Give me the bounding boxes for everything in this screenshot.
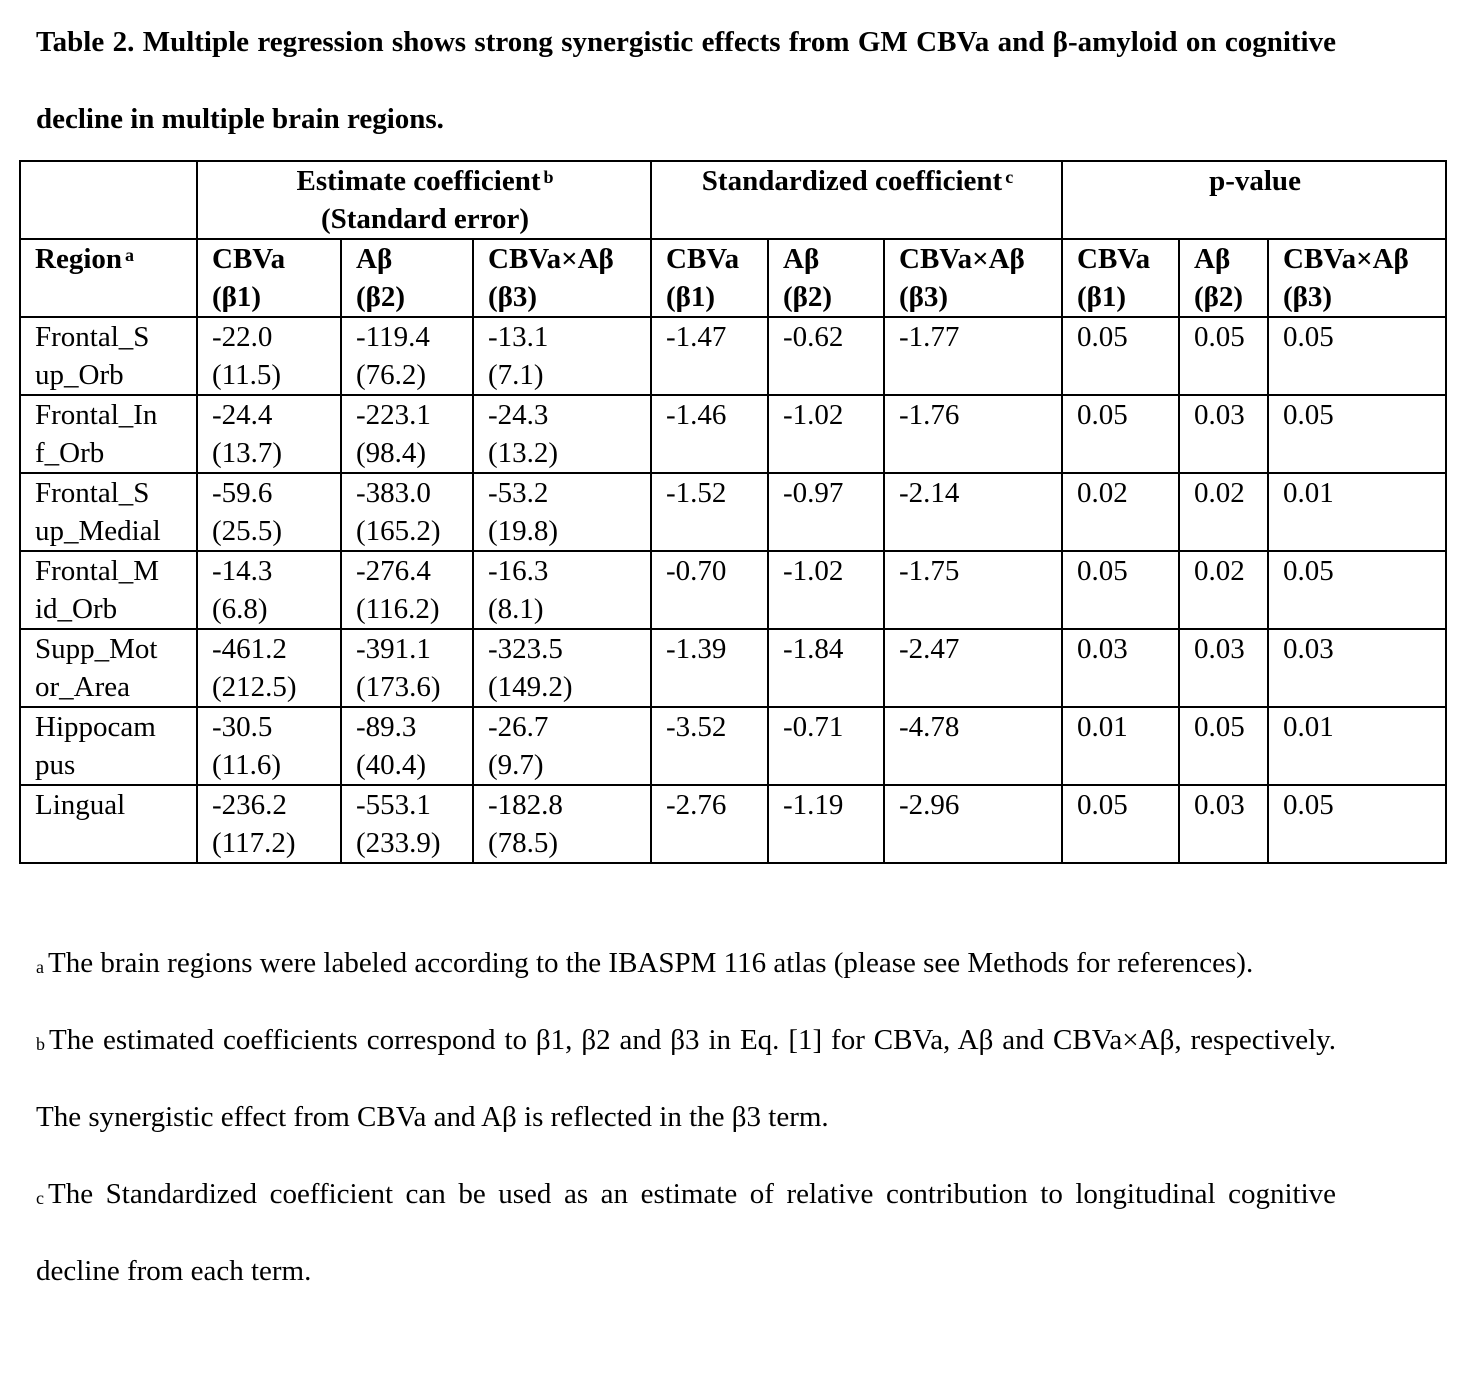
estimate-cell: [341, 707, 473, 785]
table-row: [20, 473, 1446, 551]
header-empty-cell: [20, 161, 197, 239]
estimate-cell: [473, 317, 651, 395]
standard-error-value: (13.7): [212, 437, 283, 469]
region-line: Frontal_S: [35, 477, 150, 509]
header-sub-top: CBVa: [1077, 243, 1151, 275]
footnote-a: [36, 925, 1336, 1002]
estimate-value: -223.1: [356, 399, 431, 431]
header-standardized-coefficient: [651, 161, 1062, 239]
estimate-value: -24.3: [488, 399, 549, 431]
standard-error-value: (25.5): [212, 515, 283, 547]
estimate-cell: [197, 551, 341, 629]
region-footnote-mark: a: [125, 245, 134, 265]
p-value-cell: 0.02: [1179, 551, 1268, 629]
estimate-value: -59.6: [212, 477, 273, 509]
estimate-value: -26.7: [488, 711, 549, 743]
header-sub-top: CBVa: [212, 243, 286, 275]
standardized-cell: -1.77: [884, 317, 1062, 395]
estimate-cell: [197, 317, 341, 395]
standardized-cell: -1.84: [768, 629, 884, 707]
p-value-cell: 0.03: [1179, 629, 1268, 707]
estimate-value: -182.8: [488, 789, 563, 821]
standardized-cell: -0.71: [768, 707, 884, 785]
footnote-mark: b: [36, 1034, 45, 1054]
standardized-cell: -2.76: [651, 785, 768, 863]
footnote-text: The Standardized coefficient can be used as an estimate of relative contribution to longitudinal cognitive decline from each term.: [36, 1178, 1336, 1287]
standard-error-value: (19.8): [488, 515, 559, 547]
standard-error-value: (8.1): [488, 593, 544, 625]
header-sub-bottom: (β3): [488, 281, 538, 313]
standardized-cell: -1.19: [768, 785, 884, 863]
standardized-cell: -4.78: [884, 707, 1062, 785]
estimate-value: -553.1: [356, 789, 431, 821]
standard-error-value: (165.2): [356, 515, 441, 547]
standard-error-value: (173.6): [356, 671, 441, 703]
standard-error-value: (233.9): [356, 827, 441, 859]
header-sub-cell: [1062, 239, 1179, 317]
standardized-cell: -2.96: [884, 785, 1062, 863]
region-cell: [20, 707, 197, 785]
table-row: [20, 317, 1446, 395]
footnote-text: The brain regions were labeled according to the IBASPM 116 atlas (please see Methods for references).: [48, 947, 1254, 979]
header-sub-bottom: (β2): [1194, 281, 1244, 313]
region-cell: [20, 317, 197, 395]
standardized-cell: -2.14: [884, 473, 1062, 551]
header-sub-top: CBVa×Aβ: [488, 243, 614, 275]
header-sub-row: [20, 239, 1446, 317]
estimate-cell: [197, 395, 341, 473]
p-value-cell: 0.05: [1062, 317, 1179, 395]
region-line: id_Orb: [35, 593, 118, 625]
header-sub-cell: [768, 239, 884, 317]
estimate-value: -16.3: [488, 555, 549, 587]
region-line: Lingual: [35, 789, 126, 821]
header-sub-cell: [341, 239, 473, 317]
standardized-cell: -1.02: [768, 551, 884, 629]
header-p-value: p-value: [1062, 161, 1446, 239]
header-group-row: [20, 161, 1446, 239]
standardized-cell: -1.75: [884, 551, 1062, 629]
p-value-cell: 0.05: [1062, 551, 1179, 629]
region-line: up_Orb: [35, 359, 124, 391]
estimate-cell: [473, 785, 651, 863]
estimate-value: -276.4: [356, 555, 431, 587]
estimate-label: Estimate coefficient: [296, 165, 541, 197]
p-value-cell: 0.03: [1179, 785, 1268, 863]
estimate-cell: [473, 629, 651, 707]
estimate-cell: [473, 473, 651, 551]
header-sub-cell: [473, 239, 651, 317]
standardized-footnote-mark: c: [1005, 167, 1014, 187]
standard-error-value: (40.4): [356, 749, 427, 781]
footnote-mark: a: [36, 957, 44, 977]
standard-error-value: (7.1): [488, 359, 544, 391]
region-line: f_Orb: [35, 437, 105, 469]
region-line: Frontal_S: [35, 321, 150, 353]
p-value-cell: 0.01: [1268, 707, 1446, 785]
standardized-cell: -2.47: [884, 629, 1062, 707]
header-sub-cell: [197, 239, 341, 317]
estimate-cell: [473, 551, 651, 629]
standard-error-value: (116.2): [356, 593, 440, 625]
header-estimate-coefficient: [197, 161, 651, 239]
estimate-cell: [473, 707, 651, 785]
standard-error-value: (117.2): [212, 827, 296, 859]
estimate-value: -119.4: [356, 321, 430, 353]
p-value-cell: 0.05: [1268, 395, 1446, 473]
footnote-mark: c: [36, 1188, 44, 1208]
standard-error-value: (11.6): [212, 749, 281, 781]
region-line: Frontal_M: [35, 555, 160, 587]
p-value-cell: 0.01: [1062, 707, 1179, 785]
estimate-value: -461.2: [212, 633, 287, 665]
p-value-cell: 0.03: [1268, 629, 1446, 707]
p-value-cell: 0.03: [1062, 629, 1179, 707]
standardized-cell: -1.76: [884, 395, 1062, 473]
table-row: [20, 629, 1446, 707]
standardized-cell: -1.47: [651, 317, 768, 395]
region-line: Hippocam: [35, 711, 156, 743]
estimate-cell: [473, 395, 651, 473]
standardized-label: Standardized coefficient: [701, 165, 1003, 197]
standard-error-value: (6.8): [212, 593, 268, 625]
table-row: [20, 551, 1446, 629]
standard-error-value: (212.5): [212, 671, 297, 703]
estimate-value: -22.0: [212, 321, 273, 353]
estimate-value: -391.1: [356, 633, 431, 665]
region-label: Region: [35, 243, 122, 275]
table-row: [20, 707, 1446, 785]
estimate-value: -13.1: [488, 321, 549, 353]
footnote-c: [36, 1156, 1336, 1310]
standardized-cell: -1.02: [768, 395, 884, 473]
header-sub-cell: [884, 239, 1062, 317]
header-sub-top: CBVa×Aβ: [899, 243, 1025, 275]
region-cell: [20, 785, 197, 863]
standard-error-value: (13.2): [488, 437, 559, 469]
estimate-value: -383.0: [356, 477, 431, 509]
table-row: [20, 395, 1446, 473]
header-sub-cell: [1268, 239, 1446, 317]
standardized-cell: -1.39: [651, 629, 768, 707]
standard-error-value: (9.7): [488, 749, 544, 781]
estimate-value: -53.2: [488, 477, 549, 509]
standard-error-label: (Standard error): [320, 203, 530, 235]
region-cell: [20, 473, 197, 551]
header-sub-bottom: (β3): [1283, 281, 1333, 313]
estimate-value: -236.2: [212, 789, 287, 821]
p-value-cell: 0.05: [1268, 551, 1446, 629]
header-sub-cell: [1179, 239, 1268, 317]
region-cell: [20, 629, 197, 707]
standard-error-value: (78.5): [488, 827, 559, 859]
p-value-cell: 0.05: [1062, 395, 1179, 473]
header-sub-bottom: (β3): [899, 281, 949, 313]
standard-error-value: (76.2): [356, 359, 427, 391]
p-value-cell: 0.05: [1062, 785, 1179, 863]
header-sub-bottom: (β1): [212, 281, 262, 313]
header-sub-bottom: (β2): [783, 281, 833, 313]
estimate-cell: [197, 629, 341, 707]
header-sub-top: CBVa×Aβ: [1283, 243, 1409, 275]
region-line: or_Area: [35, 671, 131, 703]
header-sub-bottom: (β1): [666, 281, 716, 313]
p-value-cell: 0.05: [1179, 707, 1268, 785]
header-sub-cell: [651, 239, 768, 317]
standardized-cell: -1.46: [651, 395, 768, 473]
p-value-cell: 0.02: [1179, 473, 1268, 551]
header-sub-top: Aβ: [783, 243, 820, 275]
table-caption: Table 2. Multiple regression shows strong synergistic effects from GM CBVa and β-amyloid on cognitive decline in multiple brain regions.: [36, 26, 1336, 135]
estimate-value: -323.5: [488, 633, 563, 665]
p-value-cell: 0.02: [1062, 473, 1179, 551]
header-region: [20, 239, 197, 317]
p-value-cell: 0.03: [1179, 395, 1268, 473]
footnote-b: [36, 1002, 1336, 1156]
standard-error-value: (98.4): [356, 437, 427, 469]
estimate-cell: [197, 473, 341, 551]
table-row: [20, 785, 1446, 863]
header-sub-bottom: (β2): [356, 281, 406, 313]
estimate-value: -24.4: [212, 399, 273, 431]
region-line: up_Medial: [35, 515, 161, 547]
estimate-cell: [341, 317, 473, 395]
estimate-cell: [341, 395, 473, 473]
estimate-cell: [197, 785, 341, 863]
p-value-cell: 0.01: [1268, 473, 1446, 551]
p-value-cell: 0.05: [1268, 317, 1446, 395]
region-line: Supp_Mot: [35, 633, 158, 665]
region-line: pus: [35, 749, 76, 781]
estimate-value: -30.5: [212, 711, 273, 743]
estimate-cell: [341, 629, 473, 707]
header-sub-top: Aβ: [356, 243, 393, 275]
footnote-text: The estimated coefficients correspond to β1, β2 and β3 in Eq. [1] for CBVa, Aβ and CBVa×Aβ, respectively. The synergistic effect from CBVa and Aβ is reflected in the β3 term.: [36, 1024, 1336, 1133]
estimate-value: -14.3: [212, 555, 273, 587]
estimate-value: -89.3: [356, 711, 417, 743]
header-sub-bottom: (β1): [1077, 281, 1127, 313]
region-cell: [20, 395, 197, 473]
p-value-cell: 0.05: [1179, 317, 1268, 395]
standard-error-value: (149.2): [488, 671, 573, 703]
standardized-cell: -0.70: [651, 551, 768, 629]
standardized-cell: -3.52: [651, 707, 768, 785]
standardized-cell: -0.97: [768, 473, 884, 551]
p-value-cell: 0.05: [1268, 785, 1446, 863]
header-sub-top: CBVa: [666, 243, 740, 275]
regression-table: [19, 160, 1447, 864]
estimate-cell: [197, 707, 341, 785]
estimate-cell: [341, 551, 473, 629]
footnotes: [36, 925, 1336, 1310]
standardized-cell: -0.62: [768, 317, 884, 395]
region-cell: [20, 551, 197, 629]
standard-error-value: (11.5): [212, 359, 281, 391]
estimate-cell: [341, 785, 473, 863]
standardized-cell: -1.52: [651, 473, 768, 551]
estimate-cell: [341, 473, 473, 551]
estimate-footnote-mark: b: [543, 167, 554, 187]
region-line: Frontal_In: [35, 399, 158, 431]
header-sub-top: Aβ: [1194, 243, 1231, 275]
